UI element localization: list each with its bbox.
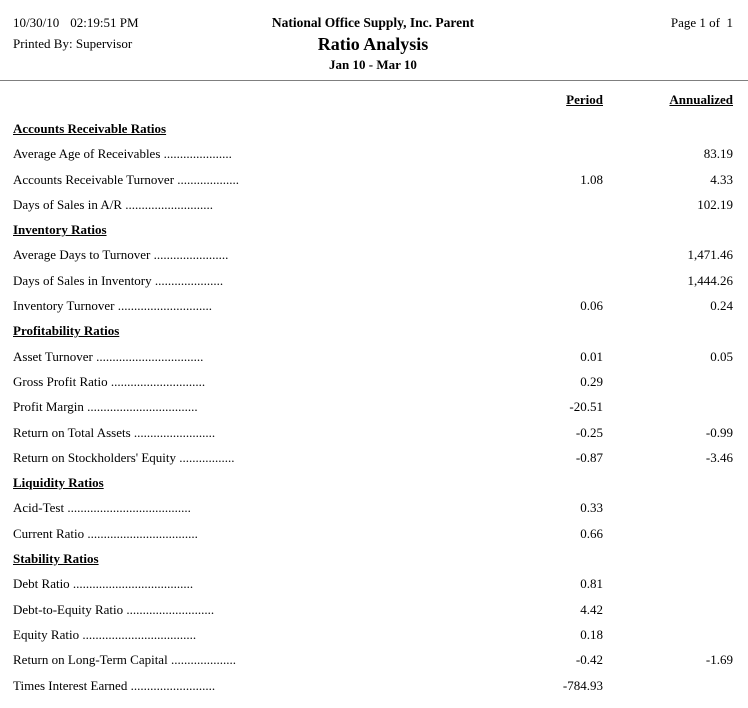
period-value: 0.29 [580,373,603,389]
ratio-row [0,420,748,445]
section-heading-row [0,470,748,495]
period-value: 0.18 [580,626,603,642]
period-value: -0.42 [575,652,603,668]
ratio-row [0,673,748,698]
ratio-row [0,495,748,520]
section-heading-row [0,318,748,343]
ratio-row [0,521,748,546]
header-center [272,12,474,80]
ratio-row [0,622,748,647]
period-value: -784.93 [562,677,603,693]
report-body [0,116,748,698]
report-date-range: Jan 10 - Mar 10 [329,57,417,72]
ratio-label: Accounts Receivable Turnover ................... [13,171,240,187]
annualized-value: -1.69 [705,652,733,668]
ratio-row [0,597,748,622]
section-heading: Profitability Ratios [13,323,120,339]
period-value: -0.87 [575,449,603,465]
section-heading-row [0,217,748,242]
ratio-section [0,470,748,546]
ratio-row [0,167,748,192]
ratio-label: Days of Sales in A/R ........................... [13,196,214,212]
ratio-label: Return on Stockholders' Equity ................. [13,449,235,465]
print-time: 02:19:51 PM [70,15,139,30]
period-value: 0.06 [580,298,603,314]
ratio-label: Return on Total Assets ......................... [13,424,216,440]
ratio-row [0,344,748,369]
report-title: Ratio Analysis [317,34,429,54]
ratio-row [0,445,748,470]
header-left [13,12,272,80]
ratio-label: Days of Sales in Inventory ..................... [13,272,224,288]
company-name: National Office Supply, Inc. Parent [271,15,475,30]
ratio-row [0,647,748,672]
annualized-value: 1,444.26 [687,272,733,288]
ratio-row [0,242,748,267]
annualized-value: -0.99 [705,424,733,440]
section-heading: Liquidity Ratios [13,475,104,491]
ratio-row [0,293,748,318]
annualized-value: -3.46 [705,449,733,465]
ratio-label: Equity Ratio ................................... [13,626,197,642]
column-header-row [0,88,748,112]
ratio-label: Average Age of Receivables ..................... [13,146,232,162]
ratio-label: Debt Ratio ..................................... [13,576,194,592]
period-value: 0.81 [580,576,603,592]
period-value: 4.42 [580,601,603,617]
ratio-label: Debt-to-Equity Ratio ........................... [13,601,215,617]
section-heading-row [0,546,748,571]
ratio-row [0,394,748,419]
ratio-section [0,116,748,217]
page-number: Page 1 of 1 [670,15,733,30]
ratio-section [0,217,748,318]
print-datetime [13,12,272,33]
ratio-label: Acid-Test ...................................... [13,500,191,516]
report-header [0,0,748,81]
ratio-row [0,141,748,166]
period-value: 0.33 [580,500,603,516]
annualized-value: 4.33 [710,171,733,187]
print-date: 10/30/10 [13,15,60,30]
section-heading-row [0,116,748,141]
ratio-label: Current Ratio .................................. [13,525,198,541]
annualized-column-header: Annualized [669,92,733,107]
period-column-header: Period [566,92,603,107]
ratio-row [0,571,748,596]
period-value: -20.51 [569,399,603,415]
ratio-label: Times Interest Earned .......................... [13,677,216,693]
ratio-label: Asset Turnover ................................. [13,348,204,364]
period-value: 0.01 [580,348,603,364]
annualized-value: 83.19 [703,146,733,162]
annualized-value: 102.19 [697,196,733,212]
ratio-section [0,318,748,470]
printed-by: Printed By: Supervisor [13,36,133,51]
ratio-label: Average Days to Turnover ....................... [13,247,229,263]
ratio-label: Profit Margin .................................. [13,399,198,415]
ratio-label: Inventory Turnover ............................. [13,298,212,314]
period-value: 0.66 [580,525,603,541]
section-heading: Accounts Receivable Ratios [13,121,167,136]
ratio-row [0,268,748,293]
section-heading: Stability Ratios [13,551,99,567]
annualized-value: 1,471.46 [687,247,733,263]
ratio-row [0,192,748,217]
ratio-row [0,369,748,394]
annualized-value: 0.24 [710,298,733,314]
ratio-label: Return on Long-Term Capital .................... [13,652,236,668]
ratio-section [0,546,748,698]
section-heading: Inventory Ratios [13,222,107,238]
annualized-value: 0.05 [710,348,733,364]
period-value: -0.25 [575,424,603,440]
ratio-label: Gross Profit Ratio ............................. [13,373,206,389]
period-value: 1.08 [580,171,603,187]
